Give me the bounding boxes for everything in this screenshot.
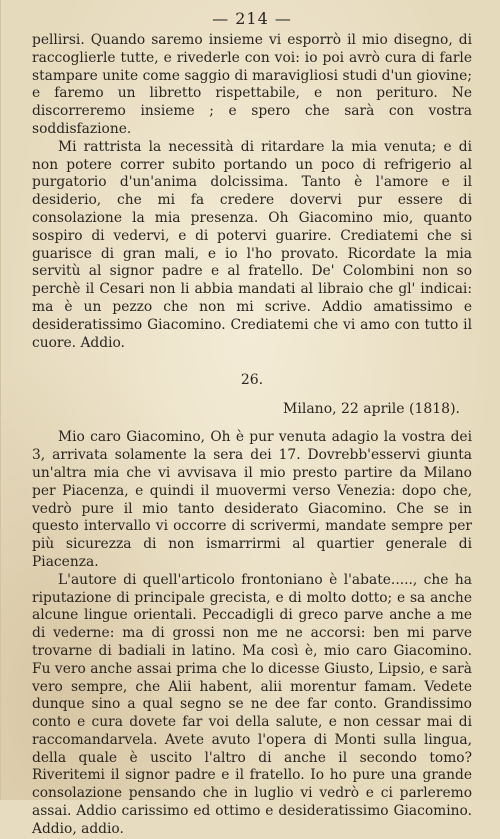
letter-dateline: Milano, 22 aprile (1818). <box>283 401 460 418</box>
letter-paragraph-1: Mio caro Giacomino, Oh è pur venuta adagio la vostra dei 3, arrivata solamente la sera dei 17. Dovrebb'esservi giunta un'altra mia che vi avvisava il mio presto partire da Milano per Piacenza, e quindi il muovermi verso Venezia: dopo che, vedrò pure il mio tanto desiderato Giacomino. Che se in questo intervallo vi occorre di scrivermi, mandate sempre per più sicurezza di non ismarrirmi al quartier generale di Piacenza. <box>32 429 472 570</box>
paragraph-continuation: pellirsi. Quando saremo insieme vi esporrò il mio disegno, di raccoglierle tutte, e rivederle con voi: io poi avrò cura di farle stampare unite come saggio di maravigliosi studi d'un giovine; e faremo un libretto rispettabile, e non perituro. Ne discorreremo insieme ; e spero che sarà con vostra soddisfazione. <box>32 32 472 137</box>
paragraph-closing: Mi rattrista la necessità di ritardare la mia venuta; e di non potere correr subito portando un poco di refrigerio al purgatorio d'un'anima dolcissima. Tanto è l'amore e il desiderio, che mi fa credere dovervi pur essere di consolazione la mia presenza. Oh Giacomino mio, quanto sospiro di vedervi, e di potervi guarire. Crediatemi che si guarisce di gran mali, e io l'ho provato. Ricordate la mia servitù al signor padre e al fratello. De' Colombini non so perchè il Cesari non li abbia mandati al libraio che gl' indicai: ma è un pezzo che non mi scrive. Addio amatissimo e desideratissimo Giacomino. Crediatemi che vi amo con tutto il cuore. Addio. <box>32 138 472 351</box>
page-number: — 214 — <box>212 9 292 28</box>
letter-number: 26. <box>240 372 264 389</box>
letter-paragraph-2: L'autore di quell'articolo frontoniano è l'abate....., che ha riputazione di principale grecista, e di molto dotto; e sa anche alcune lingue orientali. Peccadigli di greco parve anche a me di vederne: ma di grossi non me ne accorsi: ben mi parve trovarne di badiali in latino. Ma così è, mio caro Giacomino. Fu vero anche assai prima che lo dicesse Giusto, Lipsio, e sarà vero sempre, che Alii habent, alii morentur famam. Vedete dunque sino a qual segno se ne dee far conto. Grandissimo conto e cura dovete far voi della salute, e non cessar mai di raccomandarvela. Avete avuto l'opera di Monti sulla lingua, della quale è uscito l'altro di anche il secondo tomo? Riveritemi il signor padre e il fratello. Io ho pure una grande consolazione pensando che in luglio vi vedrò e ci parleremo assai. Addio carissimo ed ottimo e desideratissimo Giacomino. Addio, addio. <box>32 571 472 837</box>
